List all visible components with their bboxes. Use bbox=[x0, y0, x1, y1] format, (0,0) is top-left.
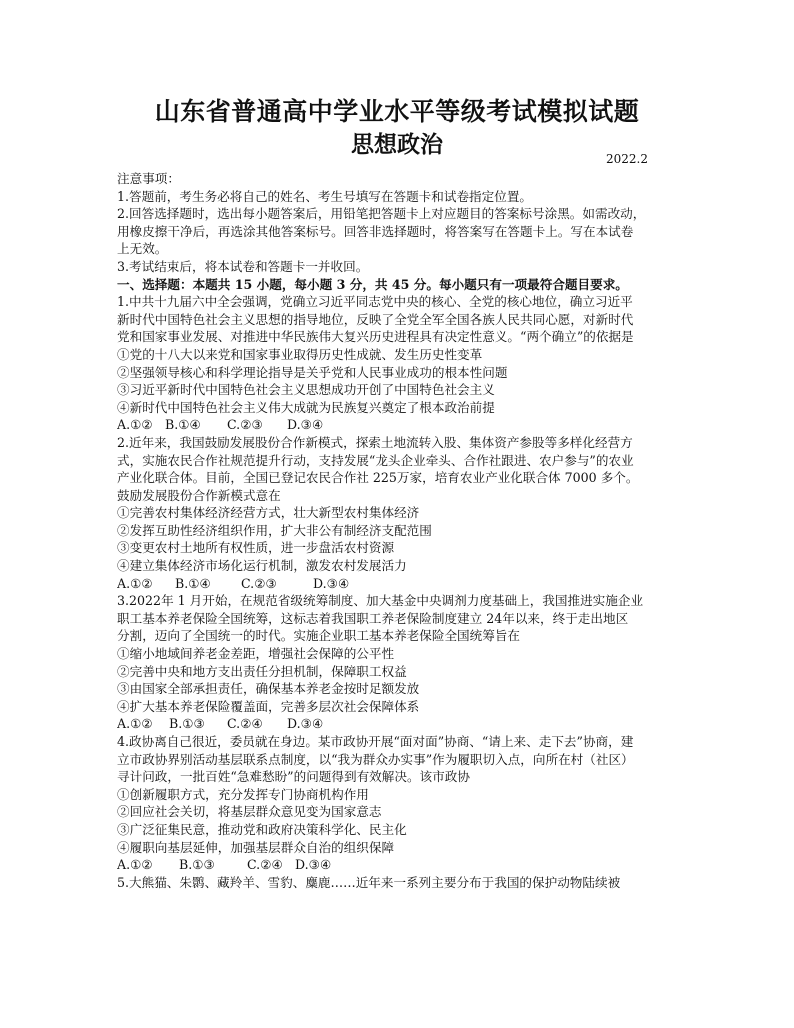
question-options bbox=[117, 856, 697, 874]
question-stem-line: 立市政协界别活动基层联系点制度，以“我为群众办实事”作为履职切入点，向所在村（社区） bbox=[117, 751, 634, 767]
exam-title: 山东省普通高中学业水平等级考试模拟试题 bbox=[154, 97, 640, 126]
option-b: B.①④ bbox=[175, 575, 211, 591]
notice-line: 1.答题前，考生务必将自己的姓名、考生号填写在答题卡和试卷指定位置。 bbox=[117, 188, 533, 204]
option-b: B.①④ bbox=[165, 417, 201, 433]
question-item: ①缩小地域间养老金差距，增强社会保障的公平性 bbox=[117, 646, 395, 662]
question-stem-line: 3.2022年 1 月开始，在规范省级统筹制度、加大基金中央调剂力度基础上，我国推进实施企业 bbox=[117, 593, 644, 609]
question-item: ①创新履职方式，充分发挥专门协商机构作用 bbox=[117, 786, 369, 802]
question-item: ③由国家全部承担责任，确保基本养老金按时足额发放 bbox=[117, 681, 420, 697]
notice-line: 2.回答选择题时，选出每小题答案后，用铅笔把答题卡上对应题目的答案标号涂黑。如需改动， bbox=[117, 206, 646, 222]
notice-line: 3.考试结束后，将本试卷和答题卡一并收回。 bbox=[117, 258, 369, 274]
notice-heading: 注意事项： bbox=[117, 171, 180, 186]
question-item: ③变更农村土地所有权性质，进一步盘活农村资源 bbox=[117, 540, 395, 556]
question-stem-line: 职工基本养老保险全国统筹，这标志着我国职工养老保险制度建立 24年以来，终于走出地区 bbox=[117, 610, 629, 626]
exam-subject: 思想政治 bbox=[351, 131, 443, 158]
question-item: ①党的十八大以来党和国家事业取得历史性成就、发生历史性变革 bbox=[117, 346, 483, 362]
question-item: ③习近平新时代中国特色社会主义思想成功开创了中国特色社会主义 bbox=[117, 382, 495, 398]
option-d: D.③④ bbox=[295, 857, 332, 873]
option-a: A.①② bbox=[117, 417, 153, 433]
question-stem-line: 2.近年来，我国鼓励发展股份合作新模式，探索土地流转入股、集体资产参股等多样化经营方 bbox=[117, 434, 633, 450]
option-b: B.①③ bbox=[179, 857, 215, 873]
question-item: ②完善中央和地方支出责任分担机制，保障职工权益 bbox=[117, 663, 407, 679]
question-item: ④新时代中国特色社会主义伟大成就为民族复兴奠定了根本政治前提 bbox=[117, 399, 495, 415]
question-stem-line: 式，实施农民合作社规范提升行动，支持发展“龙头企业牵头、合作社跟进、农户参与”的农业 bbox=[117, 452, 634, 468]
question-stem-line: 分割，迈向了全国统一的时代。实施企业职工基本养老保险全国统筹旨在 bbox=[117, 628, 520, 644]
option-c: C.②④ bbox=[227, 716, 263, 732]
question-stem-line: 5.大熊猫、朱鹮、藏羚羊、雪豹、麋鹿……近年来一系列主要分布于我国的保护动物陆续被 bbox=[117, 874, 621, 890]
option-c: C.②④ bbox=[247, 857, 283, 873]
option-c: C.②③ bbox=[227, 417, 263, 433]
option-c: C.②③ bbox=[241, 575, 277, 591]
question-stem-line: 1.中共十九届六中全会强调，党确立习近平同志党中央的核心、全党的核心地位，确立习近平 bbox=[117, 294, 633, 310]
question-item: ②回应社会关切，将基层群众意见变为国家意志 bbox=[117, 804, 382, 820]
option-a: A.①② bbox=[117, 575, 153, 591]
option-d: D.③④ bbox=[287, 716, 324, 732]
exam-date: 2022.2 bbox=[606, 152, 648, 166]
question-stem-line: 寻计问政，一批百姓“急难愁盼”的问题得到有效解决。该市政协 bbox=[117, 769, 470, 785]
question-item: ④履职向基层延伸，加强基层群众自治的组织保障 bbox=[117, 839, 395, 855]
question-item: ①完善农村集体经济经营方式，壮大新型农村集体经济 bbox=[117, 505, 420, 521]
question-item: ③广泛征集民意，推动党和政府决策科学化、民主化 bbox=[117, 821, 407, 837]
question-item: ④建立集体经济市场化运行机制，激发农村发展活力 bbox=[117, 558, 407, 574]
question-stem-line: 新时代中国特色社会主义思想的指导地位，反映了全党全军全国各族人民共同心愿，对新时代 bbox=[117, 311, 634, 327]
question-options bbox=[117, 715, 697, 733]
question-stem-line: 鼓励发展股份合作新模式意在 bbox=[117, 487, 281, 503]
question-options bbox=[117, 416, 697, 434]
notice-line: 上无效。 bbox=[117, 241, 168, 257]
question-item: ④扩大基本养老保险覆盖面，完善多层次社会保障体系 bbox=[117, 698, 420, 714]
question-stem-line: 党和国家事业发展、对推进中华民族伟大复兴历史进程具有决定性意义。“两个确立”的依据是 bbox=[117, 329, 634, 345]
exam-body bbox=[117, 170, 697, 891]
section-heading: 一、选择题：本题共 15 小题，每小题 3 分，共 45 分。每小题只有一项最符合题目要求。 bbox=[117, 276, 628, 292]
question-item: ②发挥互助性经济组织作用，扩大非公有制经济支配范围 bbox=[117, 522, 432, 538]
option-d: D.③④ bbox=[313, 575, 350, 591]
question-stem-line: 4.政协离自己很近，委员就在身边。某市政协开展“面对面”协商、“请上来、走下去”协商，建 bbox=[117, 734, 634, 749]
option-b: B.①③ bbox=[169, 716, 205, 732]
question-stem-line: 产业化联合体。目前，全国已登记农民合作社 225万家，培育农业产业化联合体 7000 多个。 bbox=[117, 470, 639, 486]
question-options bbox=[117, 575, 697, 593]
notice-line: 用橡皮擦干净后，再选涂其他答案标号。回答非选择题时，将答案写在答题卡上。写在本试卷 bbox=[117, 223, 634, 239]
option-a: A.①② bbox=[117, 716, 153, 732]
question-item: ②坚强领导核心和科学理论指导是关乎党和人民事业成功的根本性问题 bbox=[117, 364, 508, 380]
option-d: D.③④ bbox=[287, 417, 324, 433]
option-a: A.①② bbox=[117, 857, 153, 873]
